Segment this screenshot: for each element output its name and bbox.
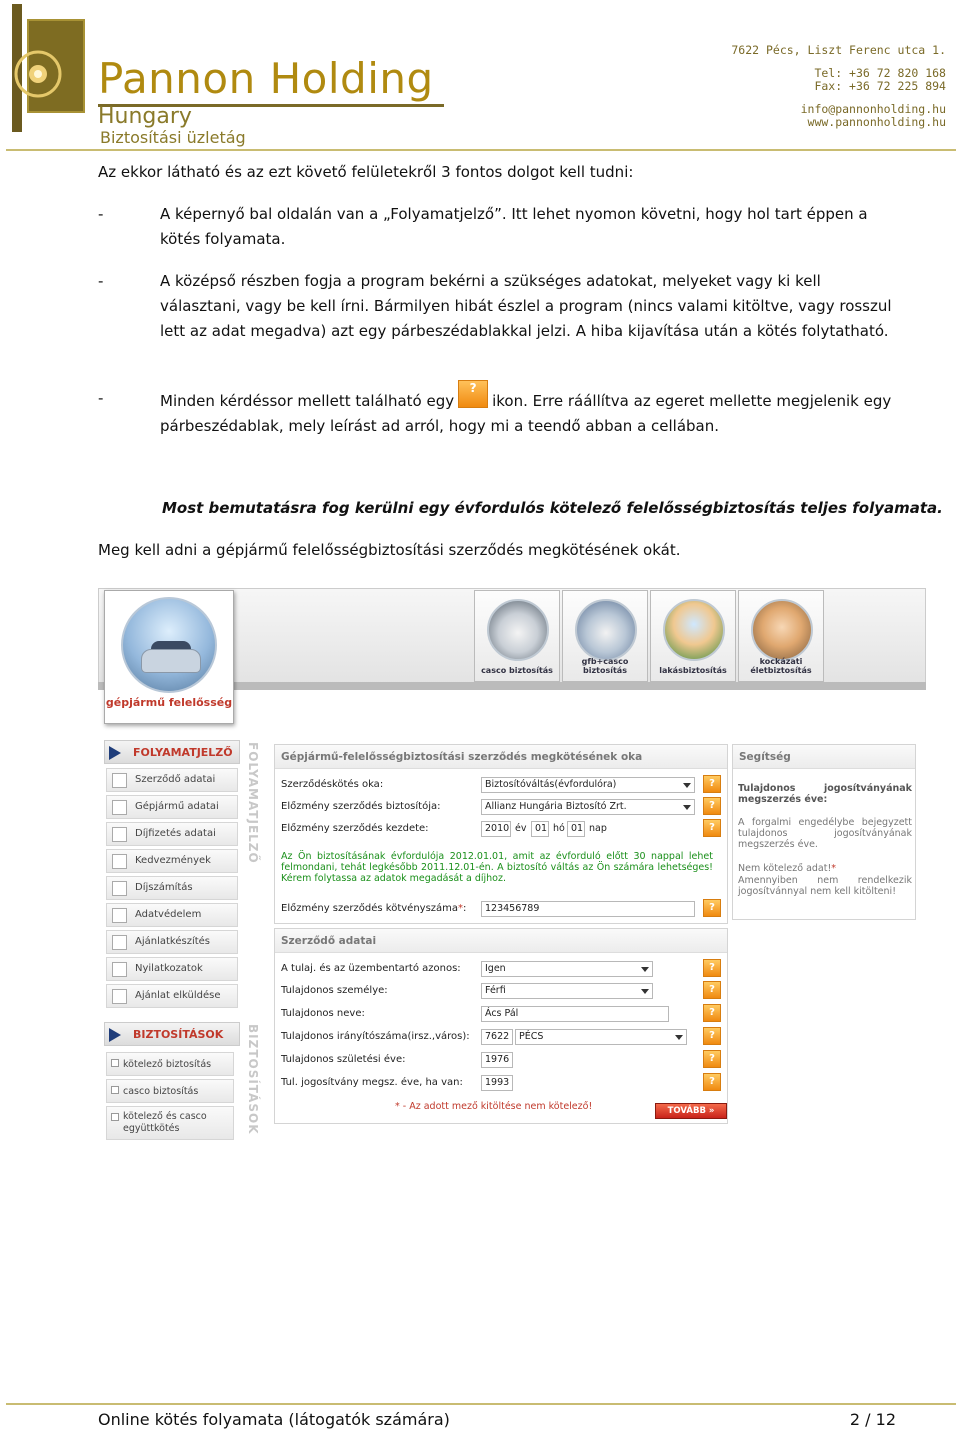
address: 7622 Pécs, Liszt Ferenc utca 1. [731,43,946,57]
help-optional-note: Nem kötelező adat!* [738,863,837,874]
help-icon[interactable]: ? [703,819,721,837]
checkbox-icon [112,773,127,788]
bullet-mark: - [98,389,104,407]
owner-type-select[interactable]: Férfi [481,983,653,999]
checkbox-icon [112,800,127,815]
step-contract-party[interactable]: Szerződő adatai [106,768,238,792]
chevron-down-icon [675,1035,683,1040]
checkbox-icon [112,935,127,950]
tab-casco-label: casco biztosítás [481,666,553,675]
chevron-down-icon [641,989,649,994]
tab-vehicle-liability[interactable] [104,590,234,724]
cars-photo-icon [575,599,637,661]
insurances-header [104,1022,240,1046]
tab-casco[interactable] [474,590,560,682]
family-photo-icon [751,599,813,661]
intro-text: Az ekkor látható és az ezt követő felületekről 3 fontos dolgot kell tudni: [98,163,634,181]
step-send-quote[interactable]: Ajánlat elküldése [106,984,238,1008]
phone: Tel: +36 72 820 168 [814,66,946,80]
help-icon[interactable]: ? [703,981,721,999]
company-logo [12,4,442,146]
step-vehicle-data[interactable]: Gépjármű adatai [106,795,238,819]
owner-name-input[interactable]: Ács Pál [481,1006,669,1022]
anniversary-notice: Az Ön biztosításának évfordulója 2012.01.01, amit az évforduló előtt 30 nappal lehet felmondani, tehát legkésőbb 2011.12.01-én. A biztosító váltás az Ön számára lehetséges! Kérem folytassa az adatok megadását a díjhoz. [281,851,713,884]
bullet-icon [111,1113,119,1121]
help-panel [732,744,916,920]
footer-title: Online kötés folyamata (látogatók számára) [98,1410,450,1429]
owner-birth-year-input[interactable]: 1976 [481,1052,513,1068]
step-premium-calc[interactable]: Díjszámítás [106,876,238,900]
contract-party-title: Szerződő adatai [281,935,377,947]
tab-life-insurance-label: kockázati életbiztosítás [750,657,812,675]
insurances-title: BIZTOSÍTÁSOK [133,1028,224,1041]
step-discounts[interactable]: Kedvezmények [106,849,238,873]
step-declarations[interactable]: Nyilatkozatok [106,957,238,981]
help-optional-body: Amennyiben nem rendelkezik jogosítvánnyal nem kell kitölteni! [738,875,912,897]
bullet-icon [111,1059,119,1067]
tab-gfb-casco[interactable] [562,590,648,682]
help-icon[interactable]: ? [703,1073,721,1091]
owner-city-select[interactable]: PÉCS [515,1029,687,1045]
bullet-mark: - [98,205,104,223]
pannon-logo-mark-icon [12,4,88,132]
bullet-progress-indicator: A képernyő bal oldalán van a „Folyamatjelző”. Itt lehet nyomon követni, hogy hol tart éppen a kötés folyamata. [160,205,868,248]
previous-start-year[interactable]: 2010 [481,821,511,837]
bullet3-text-end: ikon. Erre ráállítva az egeret mellette megjelenik egy párbeszédablak, mely leírást ad arról, hogy mi a teendő abban a cellában. [160,392,892,435]
checkbox-icon [112,962,127,977]
page-number: 2 / 12 [849,1410,896,1429]
license-year-input[interactable]: 1993 [481,1075,513,1091]
checkbox-icon [112,989,127,1004]
help-icon[interactable]: ? [703,1050,721,1068]
required-field-note: * - Az adott mező kitöltése nem kötelező! [395,1101,593,1112]
arrow-right-icon [109,746,121,760]
logo-country: Hungary [98,104,192,129]
instruction-text: Meg kell adni a gépjármű felelősségbiztosítási szerződés megkötésének okát. [98,541,681,559]
policy-number-input[interactable]: 123456789 [481,901,695,917]
owner-birth-year-label: Tulajdonos születési éve: [281,1054,406,1065]
logo-subtitle: Biztosítási üzletág [100,128,246,147]
contract-reason-label: Szerződéskötés oka: [281,779,384,790]
contract-reason-select[interactable]: Biztosítóváltás(évfordulóra) [481,777,695,793]
policy-number-label: Előzmény szerződés kötvényszáma*: [281,903,467,914]
checkbox-icon [112,827,127,842]
tab-home-insurance[interactable] [650,590,736,682]
progress-sidebar [104,740,260,1150]
help-icon[interactable]: ? [703,797,721,815]
previous-start-month[interactable]: 01 [531,821,549,837]
previous-start-day[interactable]: 01 [567,821,585,837]
tab-vehicle-liability-label: gépjármű felelősség [105,696,233,709]
car-photo-icon [121,597,217,693]
tab-life-insurance[interactable] [738,590,824,682]
owner-name-label: Tulajdonos neve: [281,1008,365,1019]
progress-header [104,740,240,764]
progress-vertical-label: FOLYAMATJELZŐ [246,742,260,864]
progress-title: FOLYAMATJELZŐ [133,746,233,759]
owner-same-label: A tulaj. és az üzembentartó azonos: [281,963,461,974]
bullet-help-icon [160,381,900,439]
insurance-mandatory[interactable]: kötelező biztosítás [106,1052,234,1076]
contract-reason-title: Gépjármű-felelősségbiztosítási szerződés megkötésének oka [281,751,643,763]
bullet-icon [111,1086,119,1094]
owner-zip-input[interactable]: 7622 [481,1029,513,1045]
bullet-data-entry: A középső részben fogja a program bekérni a szükséges adatokat, melyeket vagy ki kell választani, vagy be kell írni. Bármilyen hibát észlel a program (nincs valami kitöltve, vagy rosszul lett az adat megadva) azt egy párbeszédablakkal jelzi. A hiba kijavítása után a kötés folytatható. [160,272,892,340]
contract-reason-panel: Gépjármű-felelősségbiztosítási szerződés megkötésének oka Szerződéskötés oka: Biztosítóváltás(évfordulóra) ? Előzmény szerződés biztosítója: Allianz Hungária Biztosító Zrt. ? Előzmény szerződés kezdete: 2010 év 01 hó 01 nap ? Az Ön biztosításának évfordulója 2012.01.01, amit az évforduló előtt 30 nappal lehet felmondani, tehát legkésőbb 2011.12.01-én. A biztosító váltás az Ön számára lehetséges! Kérem folytassa az adatok megadását a díjhoz. Előzmény szerződés kötvényszáma*: 123456789 ? [274,744,728,924]
process-lead-text: Most bemutatásra fog kerülni egy évfordulós kötelező felelősségbiztosítás teljes folyamata. [162,499,943,517]
help-icon[interactable]: ? [703,1027,721,1045]
fax: Fax: +36 72 225 894 [814,79,946,93]
chevron-down-icon [641,967,649,972]
previous-insurer-label: Előzmény szerződés biztosítója: [281,801,441,812]
help-title: Segítség [739,751,791,763]
help-icon[interactable]: ? [703,775,721,793]
contact-block [731,44,946,129]
logo-title: Pannon Holding [98,54,434,103]
contract-party-panel [274,928,728,1124]
tab-home-insurance-label: lakásbiztosítás [659,666,727,675]
step-data-protection[interactable]: Adatvédelem [106,903,238,927]
help-question-icon: ? [458,380,488,408]
license-year-label: Tul. jogosítvány megsz. éve, ha van: [281,1077,463,1088]
owner-zip-label: Tulajdonos irányítószáma(irsz.,város): [281,1031,470,1042]
header-divider [6,149,956,151]
car-photo-icon [487,599,549,661]
insurances-vertical-label: BIZTOSÍTÁSOK [246,1024,260,1135]
step-quote[interactable]: Ajánlatkészítés [106,930,238,954]
next-button[interactable]: TOVÁBB » [655,1103,727,1119]
help-heading: Tulajdonos jogosítványának megszerzés éve: [738,783,912,805]
previous-insurer-select[interactable]: Allianz Hungária Biztosító Zrt. [481,799,695,815]
checkbox-icon [112,908,127,923]
insurance-combined[interactable]: kötelező és casco együttkötés [106,1106,234,1140]
chevron-down-icon [683,783,691,788]
email-link[interactable]: info@pannonholding.hu [800,102,946,116]
step-payment-data[interactable]: Díjfizetés adatai [106,822,238,846]
help-icon[interactable]: ? [703,1004,721,1022]
help-body: A forgalmi engedélybe bejegyzett tulajdonos jogosítványának megszerzés éve. [738,817,912,850]
owner-type-label: Tulajdonos személye: [281,985,388,996]
checkbox-icon [112,854,127,869]
checkbox-icon [112,881,127,896]
footer-divider [6,1403,956,1405]
website-link[interactable]: www.pannonholding.hu [807,115,946,129]
owner-same-select[interactable]: Igen [481,961,653,977]
chevron-down-icon [683,805,691,810]
previous-start-label: Előzmény szerződés kezdete: [281,823,429,834]
help-icon[interactable]: ? [703,899,721,917]
arrow-right-icon [109,1028,121,1042]
tab-gfb-casco-label: gfb+casco biztosítás [581,657,629,675]
house-photo-icon [663,599,725,661]
bullet-mark: - [98,272,104,290]
bullet3-text-start: Minden kérdéssor mellett található egy [160,392,455,410]
embedded-screenshot [98,584,926,1150]
help-icon[interactable]: ? [703,959,721,977]
insurance-casco[interactable]: casco biztosítás [106,1079,234,1103]
